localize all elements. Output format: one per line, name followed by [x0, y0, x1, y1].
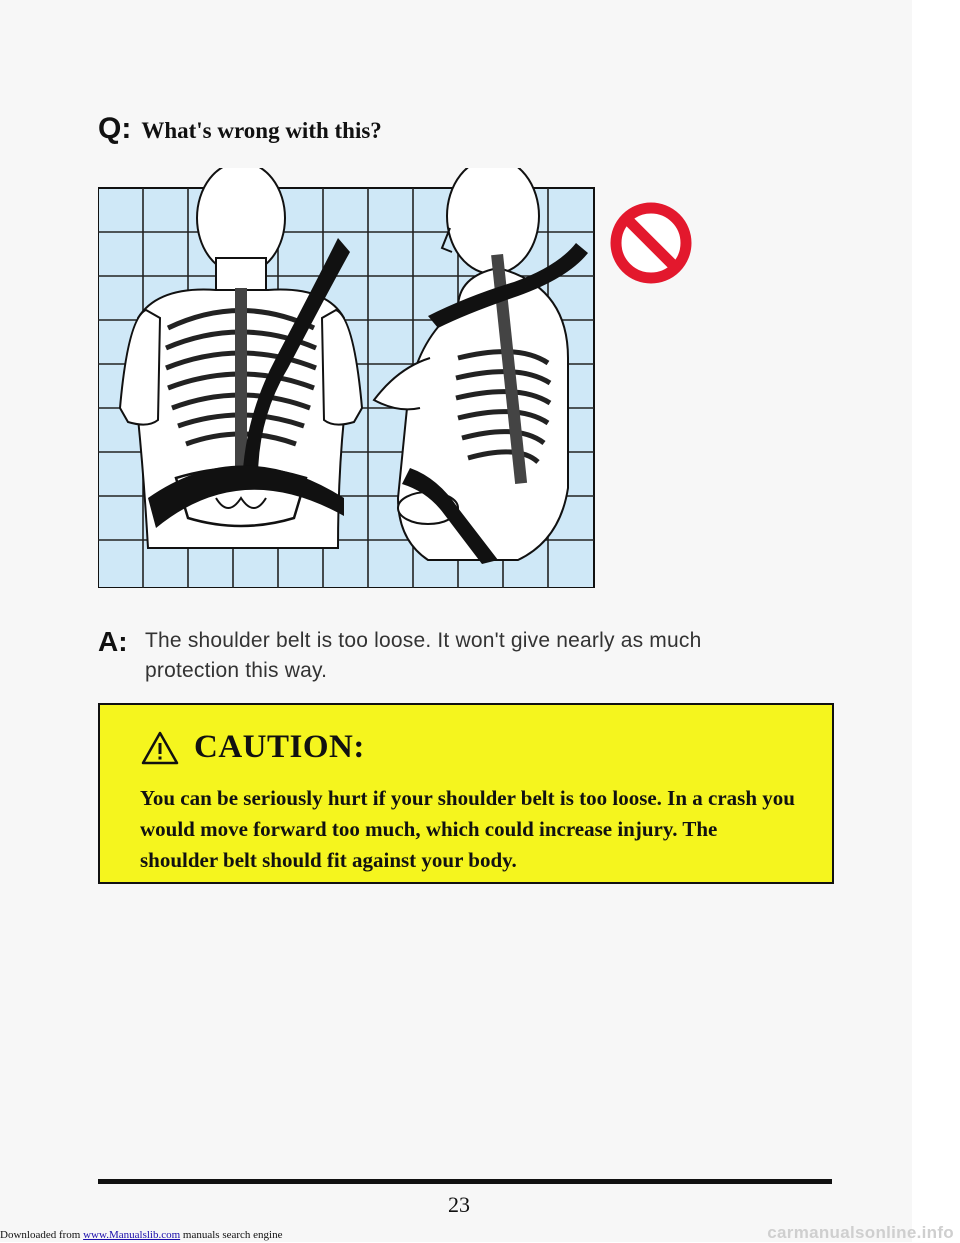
download-prefix: Downloaded from: [0, 1229, 81, 1241]
answer: [98, 626, 798, 686]
download-notice: [0, 1229, 282, 1241]
prohibited-icon: [608, 200, 694, 286]
question: [98, 112, 382, 146]
footer-rule: [98, 1179, 832, 1184]
question-marker: Q:: [98, 112, 132, 145]
caution-box: [98, 703, 834, 884]
page-number: 23: [448, 1192, 470, 1217]
answer-text: The shoulder belt is too loose. It won't give nearly as much protection this way.: [145, 629, 702, 682]
watermark: carmanualsonline.info: [767, 1223, 954, 1242]
caution-title: CAUTION:: [194, 729, 365, 765]
download-suffix: manuals search engine: [182, 1229, 283, 1241]
seatbelt-illustration: [98, 168, 598, 588]
warning-triangle-icon: [140, 730, 180, 766]
answer-marker: A:: [98, 626, 128, 657]
manualslib-link[interactable]: www.Manualslib.com: [83, 1229, 181, 1241]
page-margin: [912, 0, 960, 1242]
caution-header: [140, 729, 365, 766]
question-text: What's wrong with this?: [141, 118, 382, 143]
caution-text: You can be seriously hurt if your shoulder belt is too loose. In a crash you would move forward too much, which could increase injury. The shoulder belt should fit against your body.: [140, 786, 795, 872]
